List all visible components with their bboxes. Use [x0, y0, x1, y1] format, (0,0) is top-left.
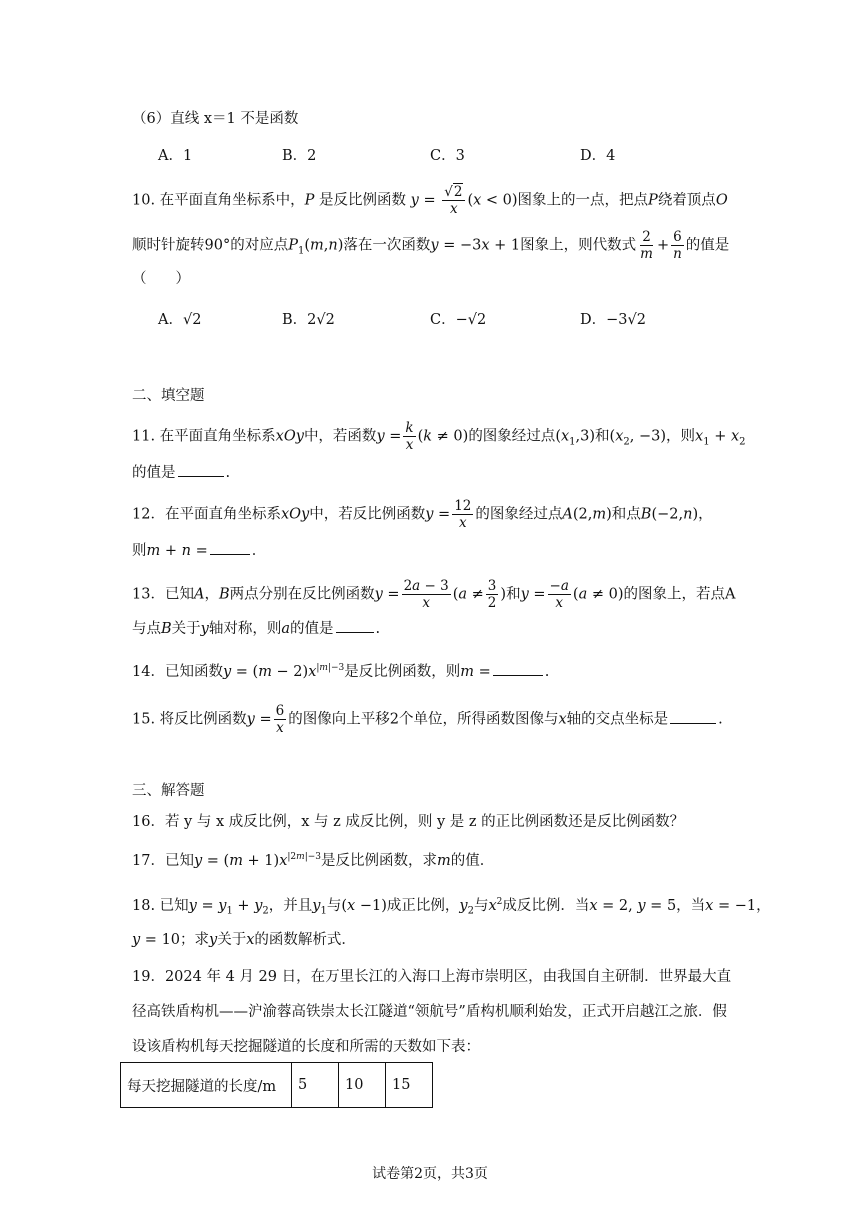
q10-text: 10. 在平面直角坐标系中， [132, 192, 305, 209]
q13-text: 与点 [132, 621, 161, 637]
q15-text: 轴的交点坐标是 [566, 711, 669, 728]
q18-text: 18. 已知 [132, 897, 189, 914]
q9-option-d: D．4 [580, 148, 616, 164]
q14-line: 14．已知函数$y = (m - 2)x^{|m|-3}$是反比例函数，则m = . [132, 657, 549, 683]
q18-text: 成反比例．当 [502, 897, 590, 914]
q10-option-a: A．√2 [158, 312, 202, 328]
answer-blank[interactable] [336, 618, 374, 633]
q10-option-b: B．2√2 [282, 312, 335, 328]
answer-blank[interactable] [493, 661, 543, 676]
q10-text: 落在一次函数 [343, 237, 431, 254]
q19-line2: 径高铁盾构机——沪渝蓉高铁崇太长江隧道“领航号”盾构机顺利始发，正式开启越江之旅．假 [132, 1004, 727, 1020]
q17-text: 的值． [450, 852, 495, 869]
q15-line: 15. 将反比例函数y = $\frac{6}{x}$ 的图像向上平移2个单位，所得函数图像与x轴的交点坐标是 . [132, 703, 723, 736]
q13-text: 的图象上，若点A [623, 586, 736, 603]
fraction: $\frac{-a}{x}$ [549, 578, 569, 611]
q18-text: 与 [473, 897, 489, 914]
q12-line1: 12．在平面直角坐标系xOy中，若反比例函数y = $\frac{12}{x}$ 的图象经过点A(2,m)和点B(−2,n)， [132, 498, 713, 531]
q11-text: 的值是 [132, 465, 176, 481]
q14-text: 是反比例函数，则 [344, 663, 461, 680]
q10-text: 是反比例函数 [319, 192, 407, 209]
q18-text: 与 [326, 897, 342, 914]
q18-text: 成正比例， [386, 897, 460, 914]
fraction: $\frac{2a - 3}{x}$ [403, 578, 449, 611]
q13-text: 轴对称，则 [208, 621, 282, 637]
q13-line2: 与点B关于y轴对称，则a的值是 . [132, 618, 380, 640]
q18-text: 的函数解析式． [254, 932, 356, 948]
page-footer: 试卷第2页，共3页 [372, 1166, 488, 1182]
answer-blank[interactable] [210, 540, 250, 555]
q10-text: 绕着顶点 [657, 192, 716, 209]
digging-table [120, 1062, 433, 1108]
q13-text: 13．已知 [132, 586, 194, 603]
answer-blank[interactable] [178, 462, 224, 477]
q12-text: 的图象经过点 [475, 506, 563, 523]
table-header-cell: 每天挖掘隧道的长度/m [121, 1063, 292, 1108]
q12-text: ． [251, 543, 267, 559]
q10-option-c: C．−√2 [430, 312, 487, 328]
q12-text: 则 [132, 543, 147, 559]
q19-line3: 设该盾构机每天挖掘隧道的长度和所需的天数如下表： [132, 1039, 480, 1055]
answer-blank[interactable] [670, 709, 716, 724]
q16-line: 16．若 y 与 x 成反比例，x 与 z 成反比例，则 y 是 z 的正比例函数还是反比例函数？ [132, 814, 685, 830]
q10-line2: 顺时针旋转90°的对应点$P_1(m,n)$落在一次函数y = −3x + 1图象上，则代数式 $\frac{2}{m}$ + $\frac{6}{n}$ 的值是 [132, 229, 730, 262]
fraction: $\frac{√2}{x}$ [442, 184, 465, 217]
q13-text: 关于 [171, 621, 201, 637]
q10-line1: 10. 在平面直角坐标系中，P 是反比例函数 y = $\frac{√2}{x}$ (x < 0)图象上的一点，把点P绕着顶点O [132, 184, 728, 217]
q10-option-d: D．−3√2 [580, 312, 646, 328]
q15-text: 的图像向上平移2个单位，所得函数图像与 [288, 711, 559, 728]
q19-line1: 19．2024 年 4 月 29 日，在万里长江的入海口上海市崇明区，由我国自主研制．世界最大直 [132, 969, 732, 985]
table-cell: 5 [292, 1063, 339, 1108]
q9-option-a: A．1 [158, 148, 193, 164]
q14-text: 14．已知函数 [132, 663, 223, 680]
q9-option-b: B．2 [282, 148, 317, 164]
table-row [121, 1063, 433, 1108]
q10-text: 图象上的一点，把点 [517, 192, 649, 209]
q10-text: 顺时针旋转90°的对应点 [132, 237, 289, 254]
q11-text: 的图象经过点 [468, 428, 556, 445]
q15-text: 15. 将反比例函数 [132, 711, 247, 728]
q18-line2: y = 10；求y关于x的函数解析式． [132, 932, 356, 948]
fraction: $\frac{3}{2}$ [487, 578, 497, 611]
q17-text: 是反比例函数，求 [321, 852, 437, 869]
q11-text: 11. 在平面直角坐标系 [132, 428, 276, 445]
fraction: $\frac{k}{x}$ [405, 420, 414, 453]
q18-text: ，并且 [268, 897, 313, 914]
q9-item-6: （6）直线 x＝1 不是函数 [132, 111, 299, 127]
q13-text: 两点分别在反比例函数 [229, 586, 375, 603]
q18-text: 关于 [217, 932, 247, 948]
q17-line: 17．已知$y = (m + 1)x^{|2m|-3}$是反比例函数，求m的值． [132, 852, 495, 869]
fraction: $\frac{2}{m}$ [640, 229, 653, 262]
q18-text: ；求 [180, 932, 210, 948]
q18-line1: 18. 已知$y = y_1 + y_2$，并且$y_1$与(x −1)成正比例，$y_2$与$x^2$成反比例．当x = 2, y = 5，当x = −1， [132, 897, 771, 917]
q11-line2: 的值是 . [132, 462, 230, 484]
q10-text: 图象上，则代数式 [520, 237, 637, 254]
q12-text: 和点 [611, 506, 641, 523]
q11-text: 和 [595, 428, 610, 445]
q10-paren: （ ） [132, 271, 190, 287]
fraction: $\frac{12}{x}$ [454, 498, 472, 531]
q11-line1: 11. 在平面直角坐标系xOy中，若函数y = $\frac{k}{x}$ (k ≠ 0)的图象经过点$(x_1,3)$和($x_2$, −3)，则$x_1 + x_2$ [132, 420, 746, 453]
q12-text: 12．在平面直角坐标系 [132, 506, 281, 523]
q12-line2: 则m + n = ． [132, 540, 266, 562]
fraction: $\frac{6}{x}$ [275, 703, 285, 736]
q13-text: 和 [506, 586, 521, 603]
table-cell: 15 [386, 1063, 433, 1108]
fraction: $\frac{6}{n}$ [673, 229, 682, 262]
q11-text: ，则 [666, 428, 696, 445]
section-solution-title: 三、解答题 [132, 783, 205, 799]
q13-line1: 13．已知A，B两点分别在反比例函数y = $\frac{2a - 3}{x}$ (a ≠ $\frac{3}{2}$ )和y = $\frac{-a}{x}$ (a ≠ 0)的图象上，若点A [132, 578, 736, 611]
q10-text: 的值是 [685, 237, 730, 254]
q18-text: ，当 [676, 897, 706, 914]
q12-text: 中，若反比例函数 [309, 506, 426, 523]
q17-text: 17．已知 [132, 852, 194, 869]
q11-text: 中，若函数 [303, 428, 377, 445]
section-fill-in-title: 二、填空题 [132, 388, 205, 404]
q9-option-c: C．3 [430, 148, 465, 164]
table-cell: 10 [339, 1063, 386, 1108]
q13-text: 的值是 [290, 621, 334, 637]
